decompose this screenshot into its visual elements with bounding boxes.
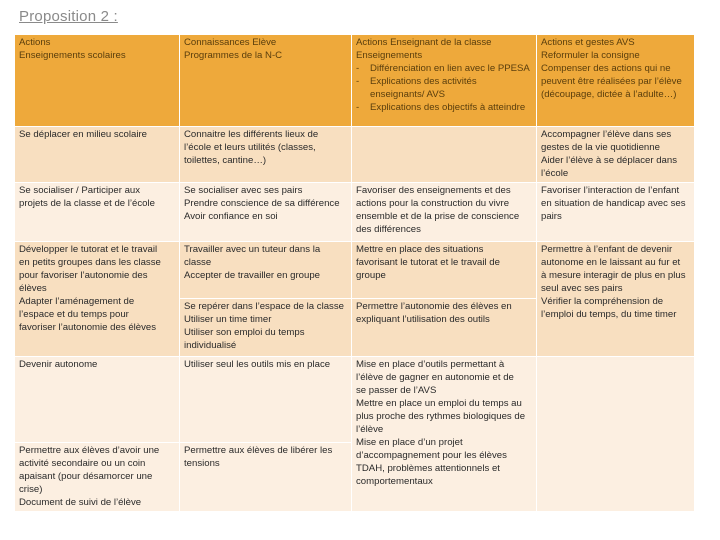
- header-text: Connaissances Elève: [184, 37, 277, 48]
- cell-connaissance: Utiliser seul les outils mis en place: [180, 357, 352, 443]
- cell-avs: [537, 357, 695, 512]
- cell-enseignant: [352, 127, 537, 183]
- cell-action: Se socialiser / Participer aux projets de la classe et de l’école: [15, 183, 180, 242]
- header-text: peuvent être réalisées par l’élève: [541, 76, 682, 87]
- header-text: Compenser des actions qui ne: [541, 63, 671, 74]
- cell-connaissance: Se repérer dans l’espace de la classe Utiliser un time timer Utiliser son emploi du temps individualisé: [180, 299, 352, 357]
- cell-enseignant: Permettre l’autonomie des élèves en expliquant l’utilisation des outils: [352, 299, 537, 357]
- table-row: [15, 183, 695, 242]
- cell-action: Devenir autonome: [15, 357, 180, 443]
- bullet-item: - Explications des activités: [356, 76, 477, 87]
- proposition-table: [14, 34, 695, 512]
- header-text: Enseignements scolaires: [19, 50, 126, 61]
- cell-connaissance: Permettre aux élèves de libérer les tensions: [180, 443, 352, 512]
- table-row: [15, 242, 695, 299]
- header-connaissances: [180, 35, 352, 127]
- cell-connaissance: Se socialiser avec ses pairs Prendre conscience de sa différence Avoir confiance en soi: [180, 183, 352, 242]
- table-header-row: [15, 35, 695, 127]
- cell-avs: Accompagner l’élève dans ses gestes de la vie quotidienne Aider l’élève à se déplacer dans l’école: [537, 127, 695, 183]
- cell-enseignant: Mise en place d’outils permettant à l’élève de gagner en autonomie et de se passer de l’AVS Mettre en place un emploi du temps au plus proche des rythmes biologiques de l’élève Mise en place d’un projet d’accompagnement pour les élèves TDAH, problèmes attentionnels et comportementaux: [352, 357, 537, 512]
- header-actions: [15, 35, 180, 127]
- cell-avs: Permettre à l’enfant de devenir autonome en le laissant au fur et à mesure interagir de plus en plus seul avec ses pairs Vérifier la compréhension de l’emploi du temps, du time timer: [537, 242, 695, 357]
- cell-enseignant: Mettre en place des situations favorisant le tutorat et le travail de groupe: [352, 242, 537, 299]
- cell-avs: Favoriser l’interaction de l’enfant en situation de handicap avec ses pairs: [537, 183, 695, 242]
- bullet-item: - Différenciation en lien avec le PPESA: [356, 63, 530, 74]
- cell-action: Permettre aux élèves d’avoir une activité secondaire ou un coin apaisant (pour désamorcer une crise) Document de suivi de l’élève: [15, 443, 180, 512]
- bullet-item-continued: enseignants/ AVS: [370, 89, 446, 100]
- header-text: Enseignements: [356, 50, 423, 61]
- header-actions-enseignant: [352, 35, 537, 127]
- page-title: Proposition 2 :: [19, 8, 118, 25]
- header-text: Actions Enseignant de la classe: [356, 37, 492, 48]
- header-actions-avs: [537, 35, 695, 127]
- cell-enseignant: Favoriser des enseignements et des actions pour la construction du vivre ensemble et de la prise de conscience des différences: [352, 183, 537, 242]
- cell-connaissance: Travailler avec un tuteur dans la classe Accepter de travailler en groupe: [180, 242, 352, 299]
- header-text: Actions: [19, 37, 51, 48]
- bullet-item: - Explications des objectifs à atteindre: [356, 102, 526, 113]
- table-row: [15, 357, 695, 443]
- table-row: [15, 127, 695, 183]
- cell-action: Développer le tutorat et le travail en petits groupes dans les classe pour favoriser l’autonomie des élèves Adapter l’aménagement de l’espace et du temps pour favoriser l’autonomie des élèves: [15, 242, 180, 357]
- cell-connaissance: Connaitre les différents lieux de l’école et leurs utilités (classes, toilettes, cantine…): [180, 127, 352, 183]
- cell-action: Se déplacer en milieu scolaire: [15, 127, 180, 183]
- header-text: (découpage, dictée à l’adulte…): [541, 89, 677, 100]
- header-text: Actions et gestes AVS: [541, 37, 635, 48]
- header-text: Programmes de la N-C: [184, 50, 283, 61]
- header-text: Reformuler la consigne: [541, 50, 640, 61]
